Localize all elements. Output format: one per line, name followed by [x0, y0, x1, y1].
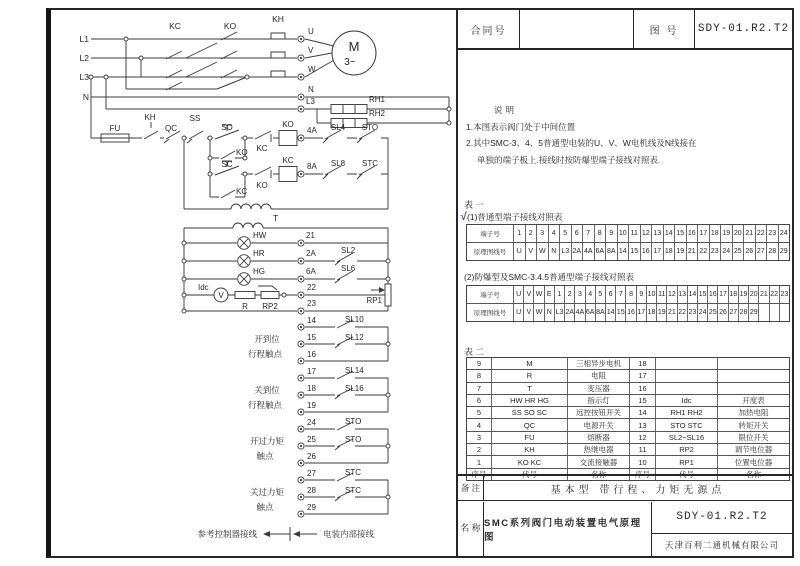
table-cell: STO STC [655, 419, 717, 430]
circuit-label: SL8 [330, 159, 346, 168]
table-cell: 名称 [717, 469, 789, 480]
table-cell: 26 [717, 304, 727, 321]
table-cell [717, 358, 789, 369]
table-cell: 16 [629, 383, 655, 394]
group-label: 关过力矩 [249, 487, 285, 497]
circuit-label: KH [272, 14, 284, 24]
circuit-label: KO [223, 21, 237, 31]
circuit-label: T [273, 213, 279, 223]
table-cell: E [544, 286, 554, 303]
switch-label: STO [345, 435, 362, 444]
circuit-label: HG [253, 267, 265, 276]
circuit-label: STO [361, 123, 379, 132]
circuit-label: HR [253, 249, 265, 258]
terminal-label: U [308, 27, 314, 36]
table-cell: 16 [707, 286, 717, 303]
table-cell: M [491, 358, 567, 369]
table-cell: 15 [629, 395, 655, 406]
table-cell: 热继电器 [567, 444, 629, 455]
circuit-label: SL2 [341, 246, 356, 255]
circuit-label: QC [165, 124, 177, 133]
table-cell: 3 [536, 225, 548, 242]
table-cell: 5 [476, 408, 482, 418]
table-cell: SL2~SL16 [655, 432, 717, 443]
table-cell: QC [491, 419, 567, 430]
table-cell: 13 [651, 225, 663, 242]
table-cell: 4 [476, 420, 482, 430]
row-label: 原理图线号 [473, 310, 507, 317]
table-cell: 15 [615, 304, 625, 321]
table-cell: 4 [548, 225, 560, 242]
switch-label: SL16 [345, 384, 364, 393]
table-cell: 调节电位器 [717, 444, 789, 455]
table-cell: 8A [595, 304, 605, 321]
switch-label: SL12 [345, 333, 364, 342]
terminal-label: 21 [306, 231, 315, 240]
group-label: 行程触点 [247, 349, 283, 359]
table-cell: V [525, 243, 537, 260]
table-cell: 22 [697, 243, 709, 260]
note-line: 2.其中SMC-3、4、5普通型电装的U、V、W电机线及N线接在 [466, 138, 697, 148]
table-cell: 2A [564, 304, 574, 321]
circuit-label: R [242, 302, 248, 311]
circuit-label: STC [362, 159, 378, 168]
table-cell: 22 [677, 304, 687, 321]
table-cell: 21 [743, 225, 755, 242]
table-cell: 8A [605, 243, 617, 260]
notes-block [466, 102, 788, 168]
table-cell: 18 [663, 243, 675, 260]
table-row [467, 369, 789, 381]
table-cell: 8 [476, 371, 482, 381]
junction-nodes [89, 37, 451, 499]
table-cell: 1 [554, 286, 564, 303]
table-cell: 26 [743, 243, 755, 260]
table-cell [717, 370, 789, 381]
table-cell: HW HR HG [491, 395, 567, 406]
circuit-wires [91, 32, 449, 541]
circuit-diagram [51, 10, 455, 557]
table-cell: 2 [525, 225, 537, 242]
table-cell: 变压器 [567, 383, 629, 394]
remark-value: 基本型 带行程、力矩无源点 [550, 484, 726, 496]
table-cell: 7 [582, 225, 594, 242]
table-row [467, 406, 789, 418]
company-name: 天津百利二通机械有限公司 [664, 539, 779, 550]
terminal-label: 18 [307, 384, 316, 393]
table1-caption [460, 211, 562, 223]
row-label: 端子号 [480, 231, 500, 238]
table-cell: 19 [674, 243, 686, 260]
table-cell: 6A [585, 304, 595, 321]
table-cell: 4A [582, 243, 594, 260]
table-cell: L3 [559, 243, 571, 260]
terminal-label: 15 [307, 333, 316, 342]
table-cell: 13 [629, 419, 655, 430]
terminal-label: 24 [307, 418, 316, 427]
table-cell [779, 304, 789, 321]
table-cell: 10 [646, 286, 656, 303]
group-label: 关到位 [254, 385, 280, 395]
table-cell: 6 [571, 225, 583, 242]
table-cell: 6A [594, 243, 606, 260]
meter-label: V [218, 291, 224, 300]
group-label: 行程触点 [247, 400, 283, 410]
table2-caption: (2)防爆型及SMC-3.4.5普通型端子接线对照表 [464, 272, 635, 282]
table-cell: 22 [755, 225, 767, 242]
table-cell: 19 [656, 304, 666, 321]
circuit-label: FU [109, 124, 121, 133]
table-cell: 10 [629, 456, 655, 467]
table-cell: U [513, 286, 523, 303]
table-cell: 23 [687, 304, 697, 321]
table-row [467, 382, 789, 394]
table-cell: 2 [564, 286, 574, 303]
table-row [467, 455, 789, 467]
table-row [467, 418, 789, 430]
note-line: 单独的端子板上.接线时按防爆型端子接线对照表. [477, 154, 661, 165]
row-label: 原理图线号 [473, 249, 507, 256]
switch-label: SL14 [345, 366, 364, 375]
table-cell: R [491, 370, 567, 381]
table-cell: 28 [766, 243, 778, 260]
table-cell: 11 [629, 444, 655, 455]
table-cell: 18 [629, 358, 655, 369]
note-line: 1.本图表示阀门处于中间位置 [466, 121, 576, 132]
table-cell: 4 [585, 286, 595, 303]
table-cell: 11 [656, 286, 666, 303]
terminal-table-exproof [466, 285, 790, 322]
table-cell: 熔断器 [567, 432, 629, 443]
table-cell: 17 [636, 304, 646, 321]
table-cell: 7 [476, 383, 482, 393]
table-cell: 2 [476, 445, 482, 455]
table-cell: 名称 [567, 469, 629, 480]
table-cell: 远控按钮开关 [567, 407, 629, 418]
motor-label: 3~ [344, 57, 356, 68]
table-cell: 16 [686, 225, 698, 242]
circuit-label: KH [144, 113, 156, 122]
table-cell [769, 304, 779, 321]
indicator-lamps [238, 237, 251, 286]
table-cell: L3 [554, 304, 564, 321]
table-cell: 14 [687, 286, 697, 303]
table-cell: 2A [571, 243, 583, 260]
table-cell: RH1 RH2 [655, 407, 717, 418]
terminal-label: 26 [307, 452, 316, 461]
circuit-label: KO [256, 181, 268, 190]
table-cell: 21 [666, 304, 676, 321]
table-cell: 限位开关 [717, 432, 789, 443]
table-cell: 21 [686, 243, 698, 260]
circuit-label: KC [169, 21, 181, 31]
table-cell: 24 [697, 304, 707, 321]
table-cell: 5 [595, 286, 605, 303]
name-value: SMC系列阀门电动装置电气原理图 [484, 502, 652, 557]
circuit-label: RP1 [366, 296, 382, 305]
table-cell: 17 [717, 286, 727, 303]
contract-no-label: 合同号 [458, 10, 520, 48]
table-cell: N [544, 304, 554, 321]
switch-label: STC [345, 468, 361, 477]
legend-right-label: 电装内部接线 [323, 529, 375, 539]
group-label: 开过力矩 [249, 436, 285, 446]
table-cell: 12 [666, 286, 676, 303]
terminal-label: L3 [306, 97, 315, 106]
circuit-label: RP2 [262, 302, 278, 311]
table1-title: (1)普通型端子接线对照表 [467, 212, 563, 222]
component-table-label: 表二 [464, 347, 487, 357]
table1-label: 表一 [464, 200, 487, 210]
checkmark: √ [460, 211, 467, 223]
table-cell [655, 383, 717, 394]
terminal-label: 14 [307, 316, 316, 325]
table-cell: 22 [769, 286, 779, 303]
table-cell: 13 [677, 286, 687, 303]
table-cell: 14 [663, 225, 675, 242]
table-cell: 23 [766, 225, 778, 242]
table-cell: T [491, 383, 567, 394]
terminal-label: 28 [307, 486, 316, 495]
table-cell: 指示灯 [567, 395, 629, 406]
table-cell: 开度表 [717, 395, 789, 406]
table-cell: 12 [629, 432, 655, 443]
terminal-label: 2A [306, 249, 316, 258]
table-cell: 9 [636, 286, 646, 303]
table-cell: 9 [476, 359, 482, 369]
terminal-label: 4A [307, 126, 317, 135]
table-cell: 21 [758, 286, 768, 303]
circuit-label: RH1 [369, 95, 386, 104]
table-cell: 12 [640, 225, 652, 242]
table-cell: 转矩开关 [717, 419, 789, 430]
table-cell: 14 [605, 304, 615, 321]
circuit-label: N [82, 92, 89, 102]
table-cell: KO KC [491, 456, 567, 467]
table-cell: 1 [513, 225, 525, 242]
contract-no-value [520, 10, 634, 48]
remark-row [458, 476, 792, 501]
table-cell: 10 [617, 225, 629, 242]
terminal-label: 19 [307, 401, 316, 410]
circuit-label: RH2 [369, 109, 386, 118]
terminal-label: V [308, 46, 314, 55]
table-cell: W [533, 304, 543, 321]
table-cell [758, 304, 768, 321]
table-cell: 序号 [629, 469, 655, 480]
table-cell: 代号 [491, 469, 567, 480]
table-cell: 19 [738, 286, 748, 303]
table-cell: 电阻 [567, 370, 629, 381]
circuit-label: KC [282, 156, 294, 165]
circuit-label: KO [236, 148, 248, 157]
table-cell: 三相异步电机 [567, 358, 629, 369]
circuit-label: KC [256, 144, 268, 153]
table-cell: RP2 [655, 444, 717, 455]
terminal-label: 6A [306, 267, 316, 276]
table-cell: KH [491, 444, 567, 455]
table-cell: 代号 [655, 469, 717, 480]
terminal-label: W [308, 65, 316, 74]
drawing-sheet [46, 8, 794, 558]
circuit-label: L2 [79, 53, 89, 63]
table-cell: 1 [476, 457, 482, 467]
table-cell: 20 [748, 286, 758, 303]
table-cell: W [533, 286, 543, 303]
row-label: 端子号 [480, 292, 500, 299]
table-cell: 加热电阻 [717, 407, 789, 418]
table-cell: 20 [732, 225, 744, 242]
table-cell: U [513, 243, 525, 260]
table-cell: 23 [709, 243, 721, 260]
table-cell: 25 [732, 243, 744, 260]
table-cell: 3 [476, 432, 482, 442]
name-row [458, 502, 792, 557]
table-cell: 18 [646, 304, 656, 321]
terminal-label: 16 [307, 350, 316, 359]
table-cell [655, 358, 717, 369]
circuit-label: L1 [79, 34, 89, 44]
table-row [467, 443, 789, 455]
table-cell: FU [491, 432, 567, 443]
terminal-points [298, 36, 304, 517]
table-row [467, 358, 789, 369]
terminal-label: 22 [307, 283, 316, 292]
table-cell: 位置电位器 [717, 456, 789, 467]
table-cell: 16 [640, 243, 652, 260]
table-cell: 23 [779, 286, 789, 303]
terminal-table-normal [466, 224, 790, 261]
table-cell: 8 [594, 225, 606, 242]
table-cell: 17 [697, 225, 709, 242]
table-cell: 15 [628, 243, 640, 260]
table-cell: 14 [617, 243, 629, 260]
group-label: 触点 [256, 502, 274, 512]
table-cell: 24 [778, 225, 790, 242]
circuit-label: L3 [79, 72, 89, 82]
legend-left-label: 参考控制器接线 [197, 529, 257, 539]
table-cell [655, 370, 717, 381]
component-table [466, 357, 790, 481]
table-cell: 3 [574, 286, 584, 303]
table-cell: 7 [615, 286, 625, 303]
circuit-label: KO [282, 120, 294, 129]
terminal-label: 27 [307, 469, 316, 478]
table-cell: 25 [707, 304, 717, 321]
table-row [467, 394, 789, 406]
terminal-label: 23 [307, 299, 316, 308]
table-cell: 19 [720, 225, 732, 242]
table-cell: 4A [574, 304, 584, 321]
table-cell: 29 [778, 243, 790, 260]
title-block-footer [458, 474, 792, 556]
table-cell: W [536, 243, 548, 260]
drawing-no: SDY-01.R2.T2 [652, 502, 792, 534]
drawing-no-label: 图 号 [634, 10, 695, 48]
circuit-label: SL4 [330, 123, 346, 132]
table-cell: 5 [559, 225, 571, 242]
table-cell: SS SO SC [491, 407, 567, 418]
switch-label: SL10 [345, 315, 364, 324]
terminal-label: 29 [307, 503, 316, 512]
table-cell [717, 383, 789, 394]
table-cell: 27 [728, 304, 738, 321]
motor-label: M [348, 39, 360, 54]
circuit-label: KC [236, 187, 248, 196]
circuit-label: SC [221, 160, 233, 169]
switch-label: STC [345, 486, 361, 495]
drawing-info-column [652, 502, 792, 557]
table-cell: V [523, 286, 533, 303]
drawing-no-value: SDY-01.R2.T2 [697, 23, 790, 35]
group-label: 开到位 [254, 334, 280, 344]
table-cell: 交流接触器 [567, 456, 629, 467]
table-cell: 24 [720, 243, 732, 260]
table-cell: 18 [728, 286, 738, 303]
circuit-label: SL6 [341, 264, 356, 273]
circuit-label: HW [253, 231, 267, 240]
table-cell: 17 [651, 243, 663, 260]
table-cell: 6 [476, 396, 482, 406]
table-cell: 9 [605, 225, 617, 242]
table-cell: 14 [629, 407, 655, 418]
terminal-label: 8A [307, 162, 317, 171]
table-cell: 11 [628, 225, 640, 242]
table-cell: 15 [674, 225, 686, 242]
table-cell: 序号 [471, 469, 487, 479]
table-cell: RP1 [655, 456, 717, 467]
table-cell: 15 [697, 286, 707, 303]
table-cell: 16 [625, 304, 635, 321]
switch-label: STO [345, 417, 362, 426]
table-cell: N [548, 243, 560, 260]
terminal-label: 25 [307, 435, 316, 444]
table-cell: 29 [748, 304, 758, 321]
table-cell: 18 [709, 225, 721, 242]
title-block-header [458, 10, 792, 50]
circuit-label: SS [189, 114, 201, 123]
remark-label: 备 注 [458, 476, 484, 500]
title-panel [456, 10, 792, 556]
table-cell: 6 [605, 286, 615, 303]
circuit-label: SO [221, 123, 233, 132]
table-row [467, 431, 789, 443]
table-cell: 27 [755, 243, 767, 260]
table-cell: U [513, 304, 523, 321]
table-cell: 17 [629, 370, 655, 381]
table-cell: 电源开关 [567, 419, 629, 430]
table-cell: 8 [625, 286, 635, 303]
terminal-label: 17 [307, 367, 316, 376]
table-cell: Idc [655, 395, 717, 406]
name-label: 名 称 [458, 502, 484, 557]
group-label: 触点 [256, 451, 274, 461]
notes-title: 说明 [494, 105, 518, 115]
table-cell: V [523, 304, 533, 321]
table-cell: 28 [738, 304, 748, 321]
circuit-label: Idc [198, 283, 209, 292]
terminal-label: N [308, 85, 314, 94]
